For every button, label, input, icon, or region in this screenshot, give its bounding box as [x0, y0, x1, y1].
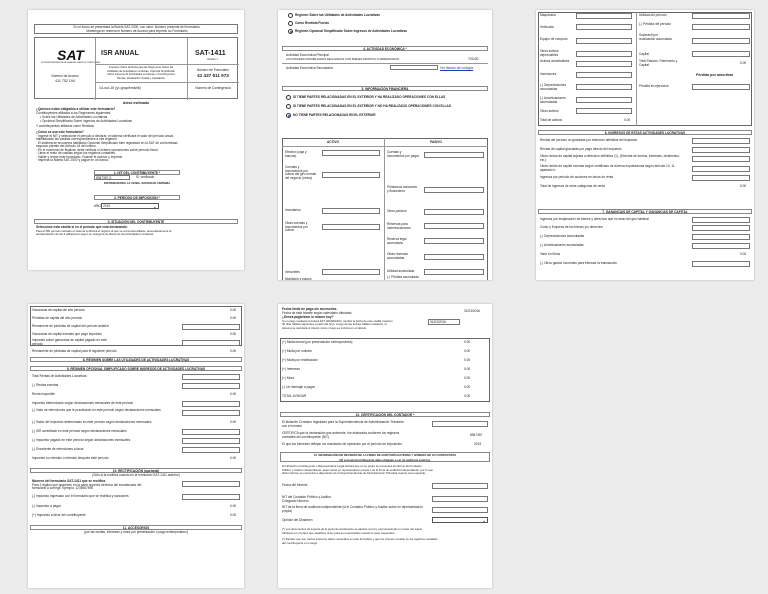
cg-row-5: Impuesto sobre ganancias de capital pagado en este período: [32, 338, 107, 346]
penalties-table: [280, 338, 490, 402]
activity-secondary-label: Actividad Económica Secundaria: [286, 66, 333, 70]
income-row-3-input[interactable]: [692, 156, 750, 162]
active-header: ACTIVO: [326, 140, 340, 144]
opt-row-10: Impuesto no retenido o retenido después este período: [32, 456, 109, 460]
liability-8-label: (-) Pérdida acumulada: [387, 275, 419, 279]
sec9-header: 9. RÉGIMEN OPCIONAL SIMPLIFICADO SOBRE INGRESOS DE ACTIVIDADES LUCRATIVAS: [30, 366, 242, 371]
income-row-6: Total de ingresos de otras categorías de renta: [540, 184, 605, 188]
info-c4: segundo párrafo del Artículo 44 del mismo.: [36, 144, 97, 148]
declaration-text-3: (*) Declaro que son ciertos todos los datos contenidos en este formulario y que los mismos constan en los registros contables: [282, 537, 438, 541]
accountant-text-5: El que los intereses reflejan los resultados de operación por el período de imposición: [282, 442, 402, 446]
sec7-header: 7. GANANCIAS DE CAPITAL Y GANANCIAS DE CAPITAL: [538, 209, 752, 214]
cg-row-6: Remanente de pérdidas de capital para el siguiente período: [32, 349, 117, 353]
pay-date-input[interactable]: [428, 319, 460, 325]
activity-label: Actividad Económica Principal: [286, 53, 329, 57]
notice-box: [34, 24, 238, 34]
income-row-1: Rentas del período no gravadas por retención definitiva del impuesto: [540, 138, 638, 142]
activity-codes-link[interactable]: Ver listado de códigos: [440, 65, 474, 70]
income-row-1-input[interactable]: [692, 138, 750, 144]
opt-row-2: (-) Rentas exentas: [32, 383, 59, 387]
asset-row-9-input[interactable]: [576, 108, 632, 114]
gain-row-1: Ingresos por enajenación de bienes y derechos que no sean del giro habitual: [540, 217, 649, 221]
accountant-year-value: 2015: [474, 442, 482, 446]
penalty-row-6: (-) Un mensaje a pagar: [282, 385, 315, 389]
gain-row-4-input[interactable]: [692, 243, 750, 249]
rect-form-input[interactable]: [182, 481, 240, 487]
opt-row-8-input[interactable]: [182, 438, 240, 444]
rect-row-6: (+) Impuesto a favor del contribuyente: [32, 513, 86, 517]
liability-1-label: Cuentas y documentos por pagar: [387, 150, 419, 158]
opt-row-10-value: 0.00: [230, 456, 237, 460]
info-c2: habilitándole las casillas correspondientes a ese régimen.: [36, 137, 118, 141]
asset-row-2: Vehículos: [540, 25, 554, 29]
asset-3-label: Inventarios: [285, 208, 301, 212]
liability-2-label: Préstamos bancarios y financieros: [387, 185, 417, 193]
cg-row-4-value: 0.00: [230, 332, 237, 336]
year-value: 2015: [103, 204, 111, 208]
penalty-row-5: (+) Mora: [282, 376, 295, 380]
income-row-4: Otras rentas de capital exentas según certificado de diversa exportadoras según artículo 10, 11 apartado b: [540, 164, 675, 172]
info-c7: · Valide y revise este formulario. Guarde el archivo y Imprimir.: [36, 154, 123, 159]
penalty-row-5-value: 0.00: [464, 376, 471, 380]
info-c8: · Imprima la Boleta SAT-2000 y pague en un banco.: [36, 158, 110, 162]
asset-1-input[interactable]: [322, 150, 380, 156]
form-desc-3: Sobre Ingresos de Actividades Lucrativas y Contribuyentes: [107, 73, 175, 76]
liability-6-label: Otras reservas acumuladas: [387, 252, 408, 260]
asset-5-input[interactable]: [322, 269, 380, 275]
total-to-pay-label: TOTAL A PAGAR: [282, 394, 307, 398]
fin-radio-2[interactable]: [286, 104, 291, 109]
sec11-subtitle: (por las multas, intereses y mora por presentación o pago extemporáneo): [84, 530, 188, 534]
info-title: Aviso estimado: [122, 101, 150, 105]
cg-row-4: Ganancias de capital exentas que pagó impuesto: [32, 332, 102, 336]
accountant-text-2: con el número: [282, 423, 303, 428]
rect-row-4-input[interactable]: [182, 494, 240, 500]
form-desc-1: Impuesto Sobre la Renta para las Regímenes Sobre las: [108, 66, 174, 69]
asset-row-5-input[interactable]: [576, 61, 632, 67]
total-assets-value: 0.00: [624, 118, 631, 122]
auditor-nit-label: NIT del Contador Público y Auditor: [282, 495, 331, 499]
auditor-nit-input[interactable]: [432, 496, 488, 502]
rect-row-1: Número del formulario SAT-1411 que se rectifica: [32, 479, 106, 483]
cg-row-2: Pérdidas de capital del año período: [32, 316, 83, 320]
info-b3: • Opcional Simplificado Sobre Ingresos de Actividades Lucrativas: [40, 118, 133, 123]
auditor-collegiate-label: Colegiado Número: [282, 498, 309, 503]
nit-input[interactable]: [94, 175, 130, 180]
report-date-label: Fecha del informe: [282, 483, 308, 487]
opt-row-9: (-) Excedente de retenciones a favor: [32, 447, 84, 451]
liability-2-input[interactable]: [424, 187, 484, 193]
gain-row-2-input[interactable]: [692, 225, 750, 231]
capital-row-4-input[interactable]: [692, 51, 750, 57]
sec13-header: [280, 452, 490, 462]
sec1-header: 1. NIT DEL CONTRIBUYENTE *: [94, 170, 180, 175]
passive-header: PASIVO: [430, 140, 442, 144]
capital-row-7-input[interactable]: [692, 84, 750, 90]
capital-row-5: Total Pasivos, Patrimonio y Capital: [639, 59, 678, 67]
pay-today-text-2: 30 días hábiles siguientes a partir del hoy). Luego de las fechas hábiles restantes, el: [282, 322, 387, 326]
capital-row-4: Capital: [639, 52, 649, 56]
cg-row-5-input[interactable]: [182, 340, 240, 346]
deadline-value: 31/03/2016: [464, 309, 480, 313]
page-3: [536, 10, 754, 280]
pay-date-value: 31/03/2016: [430, 320, 446, 324]
asset-row-1: Maquinaria: [540, 13, 556, 17]
asset-row-5: Activos amortizables: [540, 59, 570, 63]
form-version: Versión 1: [207, 58, 218, 61]
gain-row-3-input[interactable]: [692, 234, 750, 240]
income-row-5: Ingresos por período de acciones en duros de renta: [540, 175, 614, 179]
fin-option-1: SI TIENE PARTES RELACIONADAS EN EL EXTERIOR Y HA REALIZADO OPERACIONES CON ELLAS: [293, 95, 446, 99]
sec11-header: 11. ACCESORIOS: [30, 525, 242, 530]
income-row-6-value: 0.00: [740, 184, 747, 188]
income-row-2-input[interactable]: [692, 147, 750, 153]
asset-4-label: Otras cuentas y documentos por cobrar: [285, 221, 308, 233]
form-title: ISR ANUAL: [101, 50, 139, 57]
form-code: SAT-1411: [195, 50, 226, 57]
access-value: 411 752 194: [55, 79, 75, 83]
info-b1: Contribuyentes afiliados a los Regímenes siguientes:: [36, 110, 111, 115]
asset-6-label: Mobiliario y equipo: [285, 277, 312, 280]
opt-row-3-value: 0.00: [230, 392, 237, 396]
penalty-row-4-value: 0.00: [464, 367, 471, 371]
pay-today-text-1: Si en pago mediante la boleta SAT (MANDADA), cambie la fecha de este casilla (máximo: [282, 318, 393, 323]
pay-today-text-3: sistema se calculará el interés mora y luego se incluirá en el cálculo.: [282, 325, 367, 330]
regime-radio-3[interactable]: [288, 29, 293, 34]
opinion-label: Opinión del Dictamen: [282, 518, 313, 522]
penalty-row-2: (+) Multa por omisión: [282, 349, 313, 353]
sec2-header: 2. PERÍODO DE IMPOSICIÓN *: [94, 195, 180, 200]
penalty-row-1-value: 0.00: [464, 340, 471, 344]
asset-row-4-input[interactable]: [576, 51, 632, 57]
cg-row-6-value: 0.00: [230, 349, 237, 353]
asset-row-4: Otros activos depreciables: [540, 49, 559, 57]
declaration-text-1: (*) Los documentos de soporte de la presente declaración se ajustan a la ley, permaneciendo en poder del sujeto: [282, 527, 423, 531]
rect-row-6-value: 0.00: [230, 513, 237, 517]
form-number-label: Número de Formulario: [197, 68, 229, 72]
asset-row-1-input[interactable]: [576, 13, 632, 19]
capital-row-1: Utilidad del período: [639, 13, 667, 17]
info-c6: · Llene el resto de casillas según los registros contables.: [36, 151, 116, 155]
sec3-text-1: Seleccione esta casilla si en el período que esta declarando:: [36, 225, 128, 229]
sec13-subtitle: (El correcto/contribuyente debe obligado a ser de auditoría externa).: [339, 457, 431, 462]
regime-option-2: Como Rentista Puesto: [295, 21, 330, 25]
capital-row-3-input[interactable]: [692, 38, 750, 44]
opt-row-4: Impuesto determinado según declaraciones mensuales de este período: [32, 401, 134, 405]
liability-7-input[interactable]: [424, 269, 484, 275]
fin-radio-1[interactable]: [286, 95, 291, 100]
asset-row-8-input[interactable]: [576, 97, 632, 103]
sec13-title: 13. INFORMACIÓN DE REVISIÓN DE LA FIRMA DE AUDITORÍA EXTERNA Y NÚMERO DE SU CONTRATISTA: [313, 453, 457, 457]
penalty-row-1: (+) Multa formal (por presentación extemporánea): [282, 340, 353, 344]
fin-radio-3[interactable]: [286, 113, 291, 118]
liability-6-input[interactable]: [424, 254, 484, 260]
fin-option-2: SI TIENE PARTES RELACIONADAS EN EL EXTERIOR Y NO HA REALIZADO OPERACIONES CON ELLAS: [293, 104, 451, 108]
sec10-header: 10. RECTIFICACIÓN (opcional): [30, 468, 242, 473]
gain-row-1-input[interactable]: [692, 217, 750, 223]
nit-check: Si, verificado: [136, 175, 155, 179]
capital-row-6: Pérdida por amortizar: [696, 73, 734, 77]
income-row-3: Otras rentas de capital sujetas a retención definitiva (1), (Exentas de fondos, intereses, dividendos, etc.): [540, 154, 680, 162]
declaration-text-2: tributario por el plazo que establece la ley para ser examinados cuando le sean requeridos.: [282, 530, 396, 535]
audit-firm-label: NIT de la firma de auditoría independiente (si el Contador Público y Auditor actuó en representación propia): [282, 505, 423, 513]
activity-secondary-input[interactable]: [390, 65, 438, 70]
asset-row-6: Inversiones: [540, 72, 557, 76]
asset-row-9: Otros activos: [540, 109, 559, 113]
audit-text-3: dicho informe se encuentra a disposición de la Superintendencia de Administración Tributaria cuando sea requerido.: [282, 471, 426, 475]
fin-option-3: NO TIENE PARTES RELACIONADAS EN EL EXTERIOR: [293, 113, 376, 117]
info-b4: Y contribuyentes afiliados como Rentista.: [36, 124, 95, 128]
page-4: [28, 304, 244, 588]
liability-4-label: Reservas para indemnizaciones: [387, 222, 411, 230]
opt-row-6: (-) Saldo del Impuesto determinado en este período según declaraciones mensuales: [32, 420, 152, 424]
chevron-down-icon: ⌄: [481, 518, 486, 524]
rect-row-3: formulario a corregir. Ejemplo: 1234567890: [32, 486, 94, 490]
form-desc-4: Rentas, Declaración Jurada y Liquidación: [117, 76, 165, 80]
info-q2: ¿Cómo se usa este formulario?: [36, 130, 84, 134]
gain-row-4: (-) Amortizaciones acumuladas: [540, 243, 584, 247]
deadline-label: Fecha límite de pago sin accesorios: [282, 307, 337, 311]
penalty-row-4: (+) Intereses: [282, 367, 300, 371]
asset-2-input[interactable]: [322, 172, 380, 178]
form-number: 41 437 611 973: [197, 73, 229, 78]
asset-row-6-input[interactable]: [576, 72, 632, 78]
deadline-note: Fecha de este trámite según calendario tributario:: [282, 310, 353, 315]
gain-row-6-input[interactable]: [692, 261, 750, 267]
sec5-header: 5. INFORMACIÓN FINANCIERA: [282, 86, 488, 91]
liability-5-input[interactable]: [424, 238, 484, 244]
contingency-label: Número de Contingencia: [195, 86, 231, 90]
access-label: Número de Acceso: [51, 74, 79, 78]
nit-value: 8967357-5: [96, 175, 112, 180]
sat-logo-subtitle: SUPERINTENDENCIA DE ADMINISTRACIÓN TRIBUTARIA: [41, 62, 100, 64]
sec3-header: 3. SITUACIÓN DEL CONTRIBUYENTE: [34, 219, 238, 224]
notice-line-1: En el futuro se presentará la Boleta SAT-2000, con valor: Número presente del formulario.: [73, 24, 201, 29]
info-b2: • Sobre las Utilidades de Actividades Lucrativas: [40, 115, 108, 119]
page-1: [28, 10, 244, 270]
liability-3-input[interactable]: [424, 209, 484, 215]
opinion-select[interactable]: [432, 517, 488, 523]
capital-row-5-value: 0.00: [740, 61, 747, 65]
penalty-row-3-value: 0.00: [464, 358, 471, 362]
total-to-pay-value: 0.00: [464, 394, 471, 398]
asset-1-label: Efectivo (caja y bancos): [285, 150, 307, 158]
income-row-4-input[interactable]: [692, 166, 750, 172]
cg-row-2-value: 0.00: [230, 316, 237, 320]
sec10-subtitle: (Sólo si la rectifica cuando en la formulario SAT-1411 anterior): [92, 473, 180, 477]
asset-4-input[interactable]: [322, 224, 380, 230]
taxpayer-name: DISTRIBUIDORA LA CEIBA, SOCIEDAD ANÓNIMA: [103, 181, 171, 185]
info-c3: · El sistema se encuentra habilitado Opcional Simplificado bien registrado en la SAT de conformidad: [36, 140, 178, 145]
cg-row-1-value: 0.00: [230, 308, 237, 312]
asset-3-input[interactable]: [322, 208, 380, 214]
gain-row-5-value: 0.00: [740, 252, 747, 256]
audit-text-2: Público y Auditor independiente, quien actuó en representación propia o de la firma de auditoría independiente, por lo que: [282, 467, 433, 472]
gain-row-3: (-) Depreciaciones acumuladas: [540, 234, 585, 238]
penalty-row-6-value: 0.00: [464, 385, 471, 389]
cg-row-1: Ganancias de capital del año período: [32, 308, 85, 312]
opt-row-7-input[interactable]: [182, 429, 240, 435]
year-label: AÑO: [94, 204, 101, 208]
rect-row-5: (-) Impuesto a pagar: [32, 504, 61, 508]
regime-radio-2[interactable]: [288, 21, 293, 26]
income-row-2: Rentas de capital gravadas por pago directo del impuesto: [540, 147, 622, 151]
penalty-row-2-value: 0.00: [464, 349, 471, 353]
opt-row-1: Total Rentas de Actividades Lucrativas: [32, 374, 87, 378]
sec4-header: 4. ACTIVIDAD ECONÓMICA *: [282, 46, 488, 51]
page-2: [278, 10, 492, 280]
opt-row-5-input[interactable]: [182, 410, 240, 416]
sec12-header: 12. CERTIFICACIÓN DEL CONTADOR *: [280, 412, 490, 417]
asset-2-label: Cuentas y documentos por cobrar del giro normal del negocio (netos): [285, 165, 317, 181]
audit-firm-input[interactable]: [432, 507, 488, 513]
opt-row-7: (-) ISR acreditado en este período según declaraciones mensuales: [32, 429, 127, 433]
accountant-text-4: contables del contribuyente (NIT): [282, 434, 329, 439]
pay-today-question: ¿Desea pagar/ame lo mismo hoy?: [282, 315, 334, 319]
gain-row-2: Costo y Empleos de los bienes y/o derechos: [540, 225, 603, 229]
opt-row-2-input[interactable]: [182, 383, 240, 389]
penalty-row-3: (+) Multa por rectificación: [282, 358, 318, 362]
sec6-header: 6. INGRESOS DE ESTAS ACTIVIDADES LUCRATIVAS: [538, 130, 752, 135]
opt-row-9-input[interactable]: [182, 447, 240, 453]
opt-row-5: (-) Valor de retenciones que le practicaron en este período según declaraciones mensuales: [32, 408, 161, 412]
asset-row-7: (-) Depreciaciones acumuladas: [540, 83, 567, 91]
liability-7-label: Utilidad acumulada: [387, 269, 415, 273]
capital-row-3: Superávit por revaluación acumulada: [639, 33, 672, 41]
opt-row-3: Renta imponible: [32, 392, 56, 396]
opt-row-8: (-) Impuesto pagado en este período según declaraciones mensuales: [32, 438, 131, 442]
asset-row-3: Equipo de cómputo: [540, 37, 568, 41]
activity-code: 701100: [468, 56, 479, 61]
accountant-nit-value: 8967357: [470, 433, 483, 437]
capital-row-2: (-) Pérdida del período: [639, 22, 671, 26]
liability-5-label: Reserva legal acumulada: [387, 237, 407, 245]
gain-row-5: Valor en libros: [540, 252, 561, 256]
regime-radio-1[interactable]: [288, 13, 293, 18]
info-c1: · Ingrese el NIT y seleccione el período a declarar, el sistema verificará el valor del período anual,: [36, 133, 174, 138]
rect-row-2: Para 2 dígitos que aparecen en la parte superior derecha del encabezado del: [32, 482, 142, 487]
accountant-number-input[interactable]: [432, 421, 488, 427]
income-row-5-input[interactable]: [692, 175, 750, 181]
rect-row-4: (-) Impuesto ingresado con el formulario que se rectifica y sanciones: [32, 494, 129, 498]
sec3-text-3: autoliquidación de las 3 afiliaciones según su categoría de Renta de las Actividades Lucrativas: [36, 232, 154, 236]
asset-row-8: (-) Amortizaciones acumuladas: [540, 96, 566, 104]
opt-row-6-value: 0.00: [230, 420, 237, 424]
capital-row-7: Pérdida en ejercicios: [639, 84, 669, 88]
print-date: 14-oct-15 (yr-grap/emit/dt): [99, 86, 141, 90]
year-select[interactable]: [101, 203, 159, 209]
opt-row-1-input[interactable]: [182, 374, 240, 380]
info-c5: · En el momento de finalizar, debe verificar si existen operaciones sobre período fiscal.: [36, 147, 159, 152]
gain-row-6: (-) Otros gastos incurridos para efectuar la transacción: [540, 261, 618, 265]
regime-option-1: Régimen Sobre las Utilidades de Actividades Lucrativas: [295, 13, 380, 17]
capital-row-2-input[interactable]: [692, 24, 750, 30]
audit-text-1: El infrascrito contribuyente o Representante Legal declara que en su poder se encuentra el informe del Contador: [282, 464, 422, 468]
page-5: [278, 304, 492, 588]
sec8-header: 8. RÉGIMEN SOBRE LAS UTILIDADES DE ACTIVIDADES LUCRATIVAS: [30, 357, 242, 362]
notice-line-2: Mantenga en reserva el Número de Acceso para imprimir su Formulario: [86, 28, 188, 33]
chevron-down-icon: ⌄: [152, 204, 157, 210]
cg-row-3-input[interactable]: [182, 324, 240, 330]
accountant-text-3: CERTIFICA que la declaración que antecede, fue elaborada conforme los registros: [282, 431, 400, 435]
form-desc-2: Utilidades de Actividades Lucrativas, Opcional Simplificado: [107, 69, 175, 73]
asset-row-3-input[interactable]: [576, 38, 632, 44]
report-date-input[interactable]: [432, 483, 488, 489]
asset-row-2-input[interactable]: [576, 24, 632, 30]
info-q1: ¿Quienes están obligados a utilizar este formulario?: [36, 107, 116, 111]
form-header: [34, 37, 238, 99]
liability-1-input[interactable]: [424, 152, 484, 158]
liability-4-input[interactable]: [424, 223, 484, 229]
asset-row-10: Total de activos: [540, 118, 562, 122]
cg-row-3: Remanente de pérdidas de capital del período anterior: [32, 324, 110, 328]
declaration-text-4: del contribuyente a mi cargo.: [282, 540, 318, 545]
accountant-text-1: El titular/de Contador registrado para la Superintendencia de Administración Tributaria: [282, 420, 404, 424]
activity-value: ACTIVIDADES INMOBILIARIAS REALIZADAS CON BIENES PROPIOS O ARRENDADOS: [286, 56, 400, 61]
sec3-text-2: Para el ISR período indicado el sistema verificará el registro al que se encuentra afiliado, automáticamente la: [36, 228, 172, 233]
sat-logo: SAT: [57, 47, 84, 63]
capital-row-1-input[interactable]: [692, 13, 750, 19]
asset-row-7-input[interactable]: [576, 84, 632, 90]
opt-row-4-input[interactable]: [182, 401, 240, 407]
liability-3-label: Otros pasivos: [387, 209, 407, 213]
rect-row-5-value: 0.00: [230, 504, 237, 508]
asset-5-label: Inmuebles: [285, 270, 300, 274]
regime-option-3: Régimen Opcional Simplificado Sobre Ingresos de Actividades Lucrativas: [295, 29, 408, 33]
